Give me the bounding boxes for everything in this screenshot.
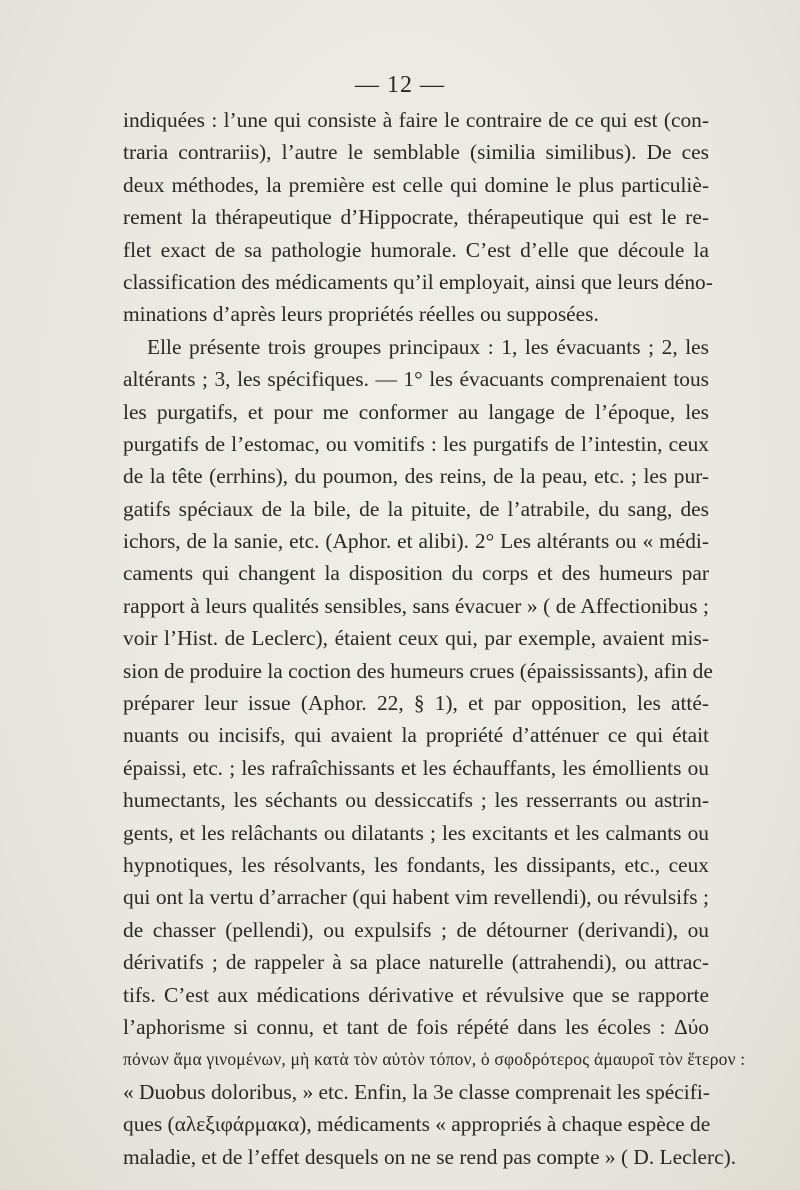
text-line: flet exact de sa pathologie humorale. C’est d’elle que découle la <box>123 237 709 262</box>
text-line: tifs. C’est aux médications dérivative et révulsive que se rapporte <box>123 982 709 1007</box>
text-line: maladie, et de l’effet desquels on ne se rend pas compte » ( D. Leclerc). <box>123 1144 737 1169</box>
greek-text-line: πόνων ἅμα γινομένων, μὴ κατὰ τὸν αὐτὸν τόπον, ὁ σφοδρότερος ἀμαυροῖ τὸν ἕτερον : <box>123 1049 746 1070</box>
text-line: classification des médicaments qu’il employait, ainsi que leurs déno- <box>123 269 713 294</box>
text-line: traria contrariis), l’autre le semblable (similia similibus). De ces <box>123 140 709 165</box>
text-line: de la tête (errhins), du poumon, des reins, de la peau, etc. ; les pur- <box>123 464 709 489</box>
text-line: gatifs spéciaux de la bile, de la pituite, de l’atrabile, du sang, des <box>123 496 709 521</box>
text-line: altérants ; 3, les spécifiques. — 1° les évacuants comprenaient tous <box>123 367 709 392</box>
text-line: ques (αλεξιφάρμακα), médicaments « appropriés à chaque espèce de <box>123 1112 711 1137</box>
text-line: rapport à leurs qualités sensibles, sans évacuer » ( de Affectionibus ; <box>123 593 709 618</box>
text-line: deux méthodes, la première est celle qui domine le plus particuliè- <box>123 172 709 197</box>
text-line: humectants, les séchants ou dessiccatifs ; les resserrants ou astrin- <box>123 788 709 813</box>
text-line: minations d’après leurs propriétés réelles ou supposées. <box>123 302 599 327</box>
text-line: gents, et les relâchants ou dilatants ; les excitants et les calmants ou <box>123 820 709 845</box>
text-line: dérivatifs ; de rappeler à sa place naturelle (attrahendi), ou attrac- <box>123 950 709 975</box>
text-line: préparer leur issue (Aphor. 22, § 1), et par opposition, les atté- <box>123 691 709 716</box>
text-line: « Duobus doloribus, » etc. Enfin, la 3e classe comprenait les spécifi- <box>123 1079 710 1104</box>
text-line: indiquées : l’une qui consiste à faire le contraire de ce qui est (con- <box>123 108 709 132</box>
text-line: Elle présente trois groupes principaux : 1, les évacuants ; 2, les <box>147 334 709 359</box>
body-text <box>123 104 746 1173</box>
text-line: l’aphorisme si connu, et tant de fois répété dans les écoles : Δύο <box>123 1014 709 1039</box>
text-line: caments qui changent la disposition du corps et des humeurs par <box>123 561 709 586</box>
text-line: qui ont la vertu d’arracher (qui habent vim revellendi), ou révulsifs ; <box>123 885 709 910</box>
text-line: hypnotiques, les résolvants, les fondants, les dissipants, etc., ceux <box>123 852 709 877</box>
page-number: — 12 — <box>355 72 445 98</box>
text-line: épaissi, etc. ; les rafraîchissants et les échauffants, les émollients ou <box>123 755 709 780</box>
text-line: voir l’Hist. de Leclerc), étaient ceux qui, par exemple, avaient mis- <box>123 626 709 651</box>
text-line: de chasser (pellendi), ou expulsifs ; de détourner (derivandi), ou <box>123 917 709 942</box>
text-line: purgatifs de l’estomac, ou vomitifs : les purgatifs de l’intestin, ceux <box>123 431 709 456</box>
text-line: ichors, de la sanie, etc. (Aphor. et alibi). 2° Les altérants ou « médi- <box>123 529 709 554</box>
text-line: rement la thérapeutique d’Hippocrate, thérapeutique qui est le re- <box>123 205 709 230</box>
text-line: nuants ou incisifs, qui avaient la propriété d’atténuer ce qui était <box>123 723 709 748</box>
text-line: les purgatifs, et pour me conformer au langage de l’époque, les <box>123 399 709 424</box>
text-line: sion de produire la coction des humeurs crues (épaississants), afin de <box>123 658 713 683</box>
